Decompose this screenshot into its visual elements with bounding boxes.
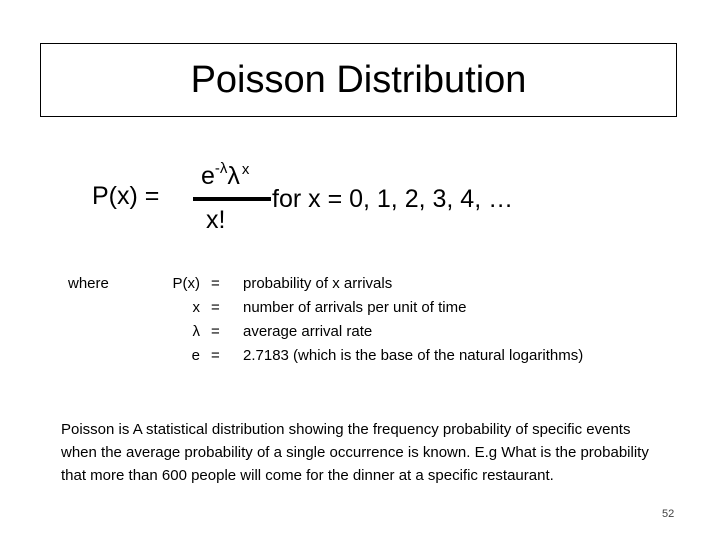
definition-description: average arrival rate [243,323,373,340]
explanation-paragraph: Poisson is A statistical distribution showing the frequency probability of specific events when the average probability of a single occurrence is known. E.g What is the probability that more than 600 people will come for the dinner at a specific restaurant. [61,421,649,484]
definition-symbol: x [192,299,200,316]
title-box [40,43,677,117]
definition-equals: = [211,323,220,340]
page-number: 52 [662,508,675,520]
definition-symbol: λ [192,323,200,340]
numerator-lambda: λ [227,162,240,190]
definition-equals: = [211,347,220,364]
numerator-base: e [201,162,215,190]
numerator-exponent: -λ [214,159,228,177]
where-label: where [68,275,109,292]
formula-denominator: x! [206,206,226,234]
fraction-bar [193,197,271,201]
formula-numerator [201,160,249,196]
definition-symbol: P(x) [172,275,200,292]
formula-lhs: P(x) = [92,182,160,210]
numerator-lambda-exponent: x [241,161,250,178]
definition-symbol: e [191,347,200,364]
definition-equals: = [211,275,220,292]
definition-description: number of arrivals per unit of time [243,299,467,316]
definition-description: 2.7183 (which is the base of the natural logarithms) [243,347,584,364]
formula-condition: for x = 0, 1, 2, 3, 4, … [272,185,514,213]
definition-description: probability of x arrivals [243,275,393,292]
definition-equals: = [211,299,220,316]
slide-title: Poisson Distribution [190,59,527,101]
